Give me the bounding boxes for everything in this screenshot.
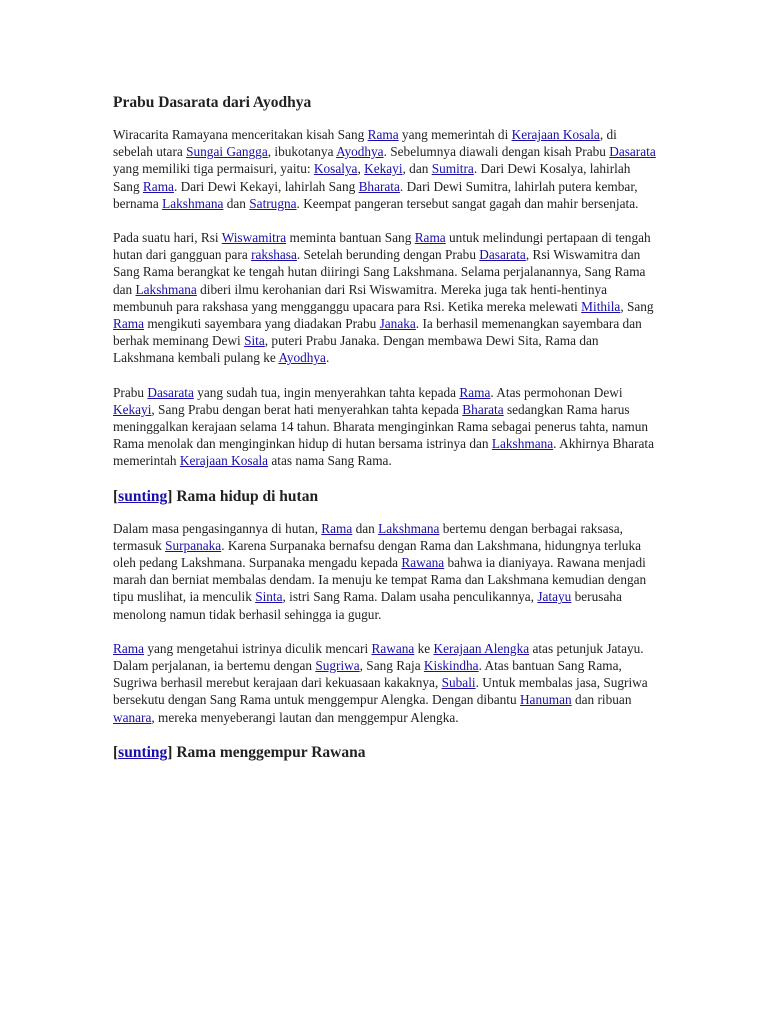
- text-run: , puteri Prabu Janaka. Dengan membawa Dewi Sita, Rama dan Lakshmana kembali pulang ke: [113, 333, 599, 366]
- text-run: meminta bantuan Sang: [286, 230, 415, 246]
- paragraph: [113, 520, 658, 623]
- text-run: . Dari Dewi Sumitra, lahirlah putera kembar, bernama: [113, 178, 638, 211]
- inline-link[interactable]: Rama: [414, 230, 446, 246]
- inline-link[interactable]: Rama: [367, 127, 399, 142]
- document-page: [113, 93, 658, 776]
- bracket-close: ]: [167, 743, 173, 761]
- inline-link[interactable]: Ayodhya: [336, 144, 384, 160]
- bracket-open: [: [113, 487, 119, 505]
- inline-link[interactable]: Lakshmana: [162, 195, 224, 211]
- inline-link[interactable]: Lakshmana: [378, 520, 440, 536]
- bracket-close: ]: [167, 487, 173, 505]
- inline-link[interactable]: Lakshmana: [491, 436, 554, 452]
- inline-link[interactable]: Mithila: [581, 298, 621, 314]
- inline-link[interactable]: Dasarata: [609, 144, 656, 160]
- text-run: untuk melindungi pertapaan di tengah hutan dari gangguan para: [113, 230, 651, 263]
- inline-link[interactable]: rakshasa: [251, 247, 297, 263]
- inline-link[interactable]: Kosalya: [313, 161, 358, 177]
- text-run: yang memerintah di: [398, 127, 512, 142]
- text-run: . Dari Dewi Kosalya, lahirlah Sang: [113, 161, 631, 194]
- text-run: Pada suatu hari, Rsi: [113, 230, 222, 246]
- inline-link[interactable]: Ayodhya: [278, 350, 326, 366]
- section-heading-text: Rama menggempur Rawana: [172, 743, 366, 761]
- text-run: atas petunjuk Jatayu. Dalam perjalanan, ia bertemu dengan: [113, 640, 644, 674]
- text-run: .: [325, 350, 330, 366]
- inline-link[interactable]: Bharata: [358, 178, 400, 194]
- text-run: sedangkan Rama harus meninggalkan kerajaan selama 14 tahun. Bharata menginginkan Rama sebagai penerus tahta, namun Rama menolak dan menginginkan hidup di hutan bersama istrinya dan: [113, 401, 649, 452]
- inline-link[interactable]: Subali: [441, 675, 476, 691]
- inline-link[interactable]: Kiskindha: [423, 658, 479, 674]
- inline-link[interactable]: Sungai Gangga: [186, 144, 268, 160]
- inline-link[interactable]: Rawana: [401, 555, 445, 571]
- text-run: Dalam masa pengasingannya di hutan,: [113, 520, 322, 536]
- text-run: dan: [223, 195, 250, 211]
- paragraph: [113, 640, 658, 726]
- inline-link[interactable]: wanara: [113, 709, 152, 725]
- text-run: . Setelah berunding dengan Prabu: [296, 247, 480, 263]
- paragraph: [113, 229, 658, 367]
- bracket-open: [: [113, 743, 119, 761]
- inline-link[interactable]: Rama: [321, 520, 353, 536]
- text-run: bertemu dengan berbagai raksasa, termasuk: [113, 520, 623, 553]
- inline-link[interactable]: Kerajaan Kosala: [179, 453, 269, 469]
- text-run: yang memiliki tiga permaisuri, yaitu:: [113, 161, 314, 177]
- text-run: , di sebelah utara: [113, 127, 617, 160]
- text-run: . Ia berhasil memenangkan sayembara dan berhak meminang Dewi: [113, 316, 642, 349]
- section-heading-text: Rama hidup di hutan: [172, 487, 319, 505]
- inline-link[interactable]: Kerajaan Alengka: [433, 640, 530, 656]
- text-run: , mereka menyeberangi lautan dan menggempur Alengka.: [151, 709, 459, 725]
- inline-link[interactable]: Sinta: [255, 589, 283, 605]
- edit-section-link[interactable]: sunting: [118, 487, 168, 505]
- inline-link[interactable]: Lakshmana: [135, 281, 197, 297]
- inline-link[interactable]: Rama: [113, 640, 145, 656]
- text-run: . Dari Dewi Kekayi, lahirlah Sang: [173, 178, 359, 194]
- inline-link[interactable]: Bharata: [462, 401, 504, 417]
- text-run: . Untuk membalas jasa, Sugriwa bersekutu dengan Sang Rama untuk menggempur Alengka. Dengan dibantu: [113, 675, 648, 708]
- inline-link[interactable]: Rama: [459, 384, 491, 400]
- text-run: , Sang Raja: [359, 658, 424, 674]
- edit-section-link[interactable]: sunting: [118, 743, 168, 761]
- text-run: mengikuti sayembara yang diadakan Prabu: [144, 316, 380, 332]
- text-run: ,: [357, 161, 365, 177]
- inline-link[interactable]: Sita: [244, 333, 265, 349]
- text-run: Prabu: [113, 384, 148, 400]
- paragraph: [113, 384, 658, 470]
- inline-link[interactable]: Sugriwa: [315, 658, 360, 674]
- inline-link[interactable]: Kekayi: [364, 161, 403, 177]
- inline-link[interactable]: Rawana: [371, 640, 415, 656]
- document-title: Prabu Dasarata dari Ayodhya: [113, 94, 312, 111]
- text-run: dan: [352, 520, 379, 536]
- text-run: , istri Sang Rama. Dalam usaha penculikannya,: [282, 589, 538, 605]
- section-2-body: [113, 520, 658, 726]
- inline-link[interactable]: Kekayi: [113, 401, 152, 417]
- text-run: bahwa ia dianiyaya. Rawana menjadi marah dan berniat membalas dendam. Ia menuju ke tempat Rama dan Lakshmana kemudian dengan tipu muslihat, ia menculik: [113, 555, 647, 605]
- inline-link[interactable]: Kerajaan Kosala: [511, 127, 600, 142]
- text-run: . Atas bantuan Sang Rama, Sugriwa berhasil merebut kerajaan dari kekuasaan kakaknya,: [113, 658, 622, 691]
- text-run: , dan: [402, 161, 432, 177]
- paragraph: [113, 126, 658, 212]
- inline-link[interactable]: Rama: [113, 316, 145, 332]
- text-run: dan ribuan: [571, 692, 632, 708]
- inline-link[interactable]: Dasarata: [479, 247, 526, 263]
- text-run: . Atas permohonan Dewi: [490, 384, 623, 400]
- text-run: ke: [414, 640, 434, 656]
- text-run: yang sudah tua, ingin menyerahkan tahta kepada: [193, 384, 460, 400]
- section-1-body: [113, 126, 658, 470]
- inline-link[interactable]: Rama: [142, 178, 174, 194]
- section-heading-rama-menggempur-rawana: [113, 743, 658, 763]
- inline-link[interactable]: Wiswamitra: [221, 230, 287, 246]
- inline-link[interactable]: Janaka: [379, 316, 416, 332]
- section-heading-rama-hidup-di-hutan: [113, 487, 658, 507]
- inline-link[interactable]: Jatayu: [537, 589, 572, 605]
- text-run: yang mengetahui istrinya diculik mencari: [144, 640, 372, 656]
- inline-link[interactable]: Hanuman: [519, 692, 572, 708]
- text-run: , Sang: [620, 298, 654, 314]
- inline-link[interactable]: Dasarata: [147, 384, 194, 400]
- text-run: . Sebelumnya diawali dengan kisah Prabu: [383, 144, 610, 160]
- inline-link[interactable]: Sumitra: [431, 161, 474, 177]
- text-run: berusaha menolong namun tidak berhasil sehingga ia gugur.: [113, 589, 622, 622]
- text-run: . Akhirnya Bharata memerintah: [113, 436, 654, 469]
- text-run: , Rsi Wiswamitra dan Sang Rama berangkat ke tengah hutan diiringi Sang Lakshmana. Selama perjalanannya, Sang Rama dan: [113, 247, 646, 297]
- text-run: , ibukotanya: [267, 144, 337, 160]
- inline-link[interactable]: Satrugna: [249, 195, 297, 211]
- text-run: atas nama Sang Rama.: [268, 453, 392, 469]
- text-run: , Sang Prabu dengan berat hati menyerahkan tahta kepada: [151, 401, 463, 417]
- inline-link[interactable]: Surpanaka: [165, 537, 222, 553]
- text-run: . Keempat pangeran tersebut sangat gagah dan mahir bersenjata.: [296, 195, 639, 211]
- text-run: . Karena Surpanaka bernafsu dengan Rama dan Lakshmana, hidungnya terluka oleh pedang Lakshmana. Surpanaka mengadu kepada: [113, 537, 642, 571]
- text-run: Wiracarita Ramayana menceritakan kisah Sang: [113, 127, 368, 142]
- text-run: diberi ilmu kerohanian dari Rsi Wiswamitra. Mereka juga tak henti-hentinya membunuh para rakshasa yang mengganggu upacara para Rsi. Ketika mereka melewati: [113, 281, 608, 314]
